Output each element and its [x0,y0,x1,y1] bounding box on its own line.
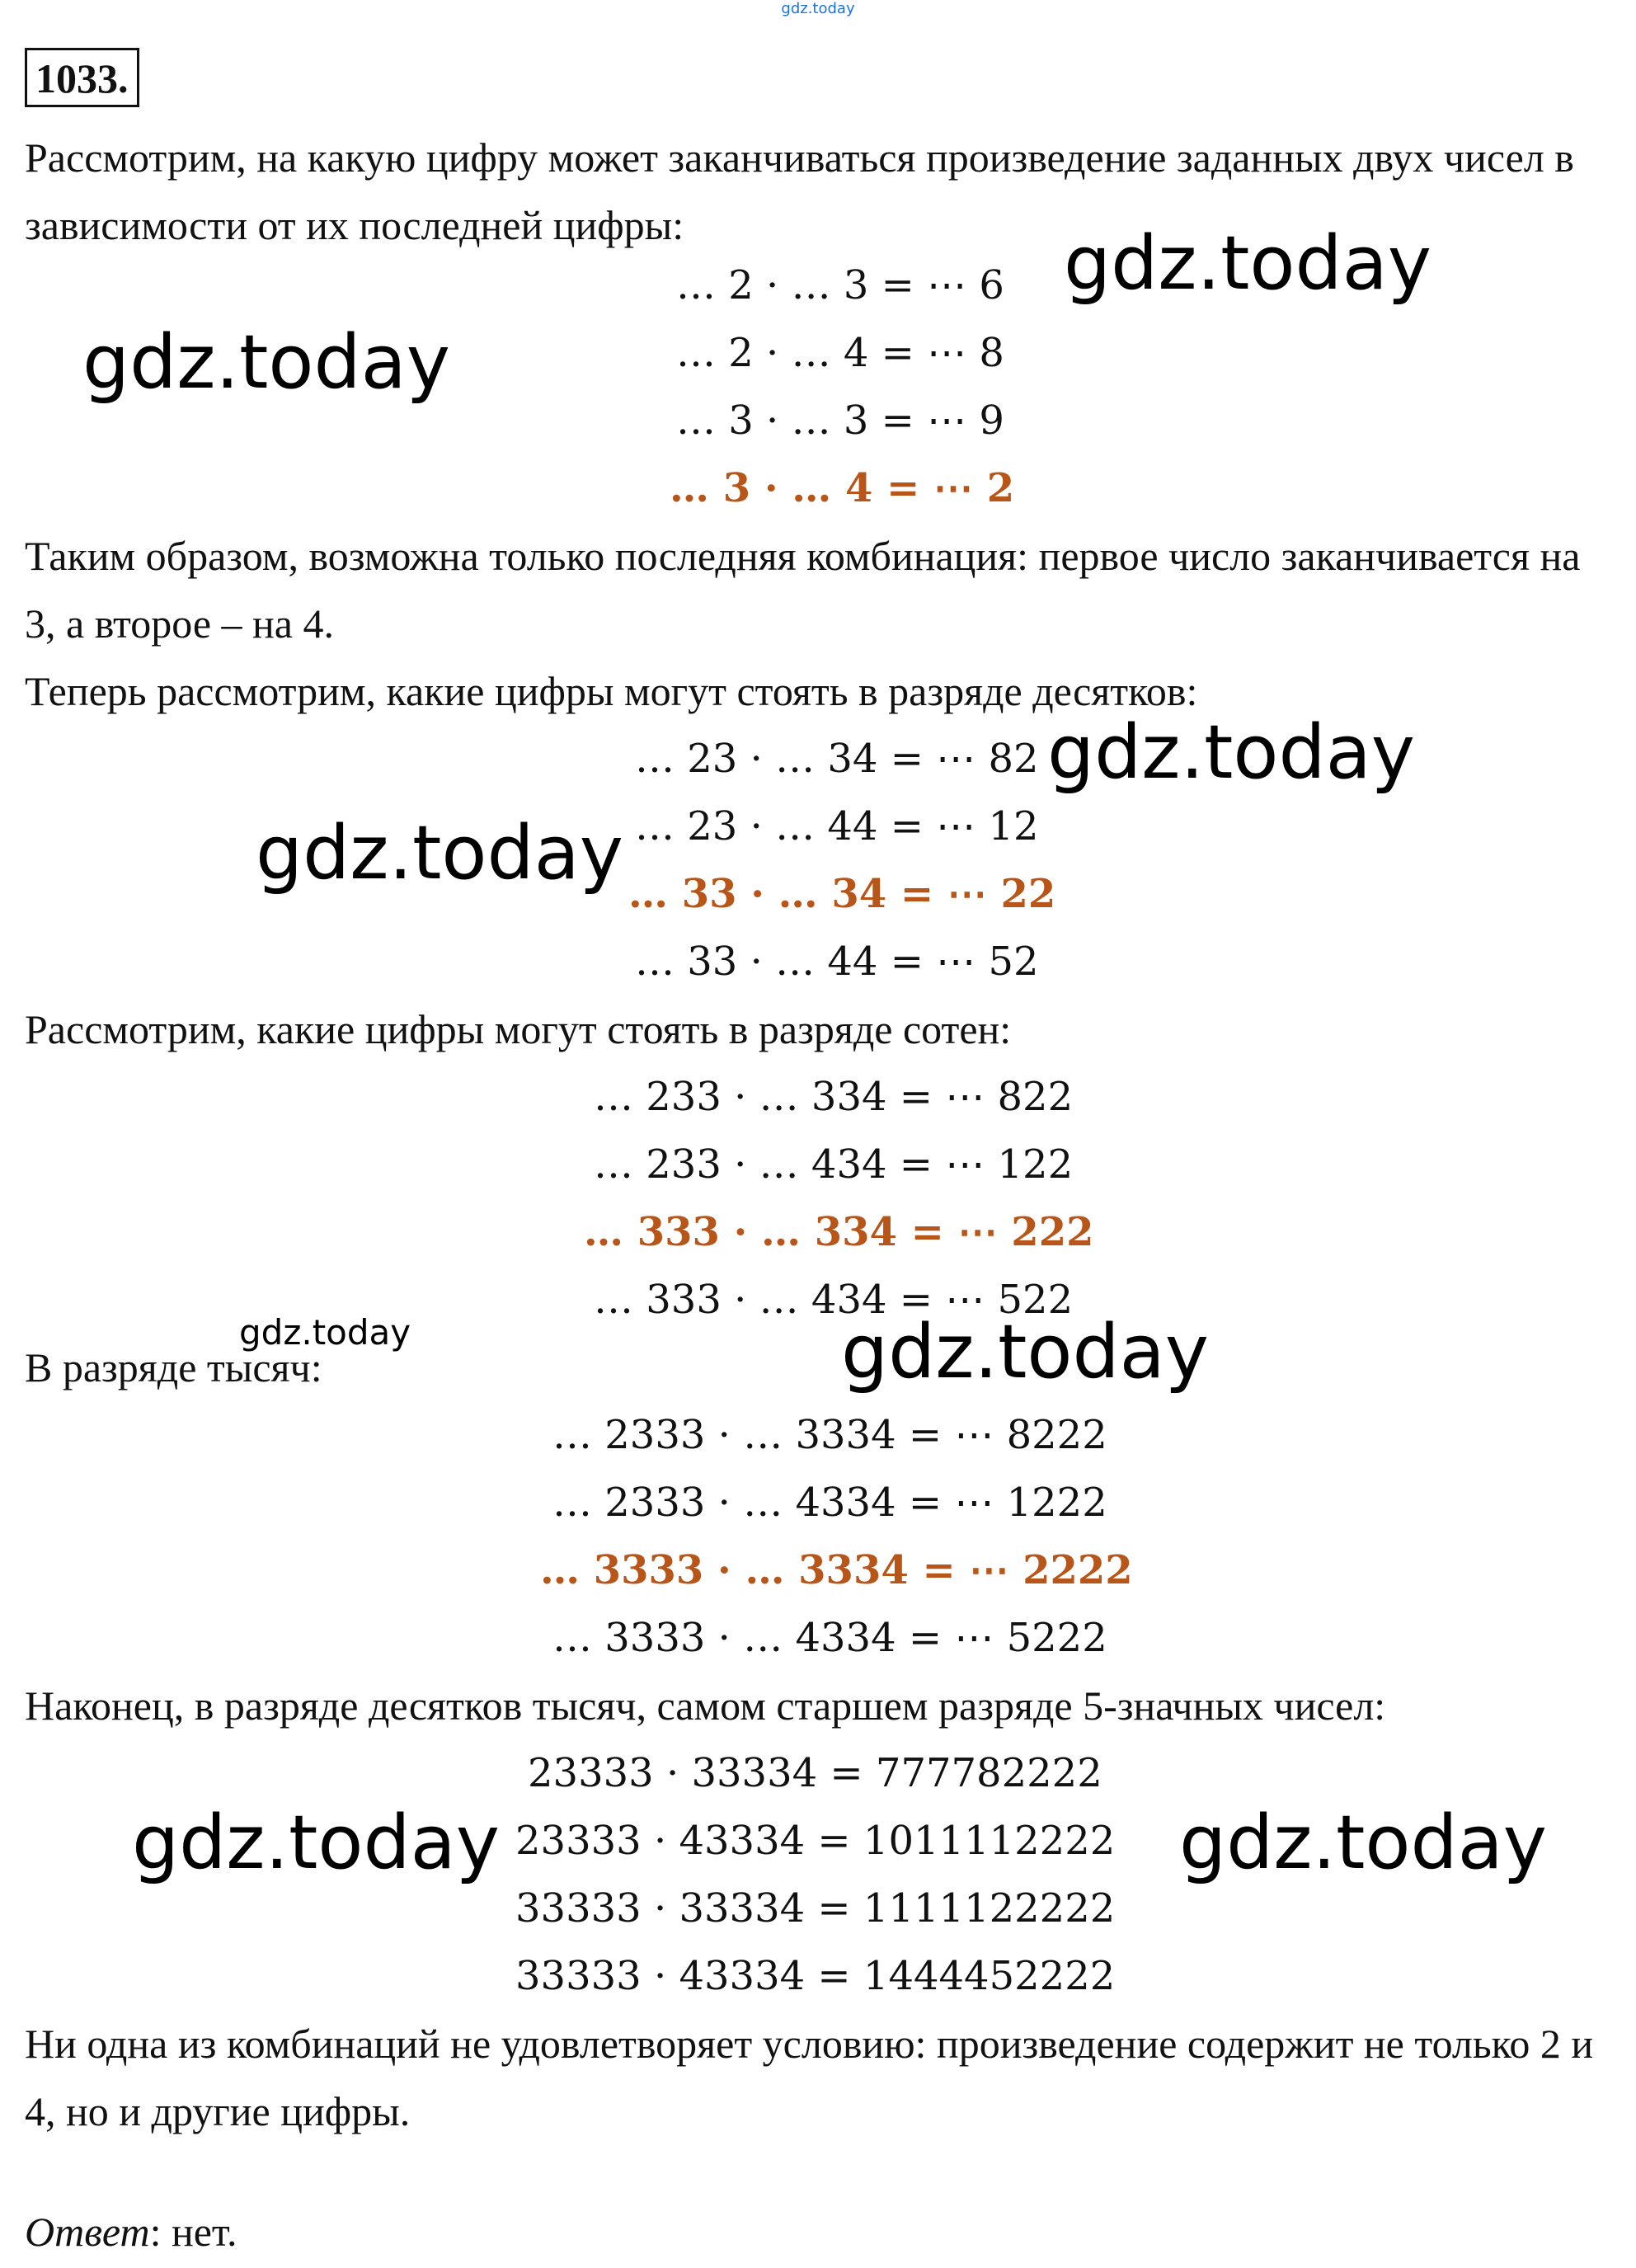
units-conclusion: Таким образом, возможна только последняя комбинация: первое число заканчивается на 3, а второе – на 4. [25,533,1581,647]
watermark-8: gdz.today [1179,1800,1548,1886]
top-watermark: gdz.today [781,0,855,17]
hundreds-eq-3-highlight: … 333 · … 334 = ⋯ 222 [584,1209,1094,1255]
thousands-eq-3-highlight: … 3333 · … 3334 = ⋯ 2222 [540,1547,1133,1593]
hundreds-intro: Рассмотрим, какие цифры могут стоять в разряде сотен: [25,1006,1012,1052]
units-eq-1: … 2 · … 3 = ⋯ 6 [676,262,1004,308]
watermark-7: gdz.today [132,1800,501,1886]
thousands-intro: В разряде тысяч: [25,1344,322,1390]
thousands-eq-2: … 2333 · … 4334 = ⋯ 1222 [552,1480,1107,1526]
thousands-eq-4: … 3333 · … 4334 = ⋯ 5222 [552,1615,1107,1661]
watermark-5-small: gdz.today [239,1312,411,1353]
tens-eq-3-highlight: … 33 · … 34 = ⋯ 22 [628,871,1056,917]
final-intro: Наконец, в разряде десятков тысяч, самом старшем разряде 5-значных чисел: [25,1682,1386,1729]
hundreds-eq-4: … 333 · … 434 = ⋯ 522 [594,1277,1074,1323]
tens-intro: Теперь рассмотрим, какие цифры могут стоять в разряде десятков: [25,668,1198,714]
units-eq-4-highlight: … 3 · … 4 = ⋯ 2 [670,465,1015,511]
final-eq-1: 23333 · 33334 = 777782222 [528,1750,1102,1796]
conclusion-text: Ни одна из комбинаций не удовлетворяет условию: произведение содержит не только 2 и 4, но и другие цифры. [25,2021,1594,2134]
units-eq-3: … 3 · … 3 = ⋯ 9 [676,398,1004,444]
final-eq-4: 33333 · 43334 = 1444452222 [515,1953,1116,1999]
final-eq-2: 23333 · 43334 = 1011112222 [515,1818,1116,1864]
problem-number: 1033. [25,48,139,107]
tens-eq-2: … 23 · … 44 = ⋯ 12 [635,803,1039,849]
tens-eq-1: … 23 · … 34 = ⋯ 82 [635,736,1039,782]
watermark-3: gdz.today [1047,709,1416,796]
watermark-4: gdz.today [256,810,624,896]
units-eq-2: … 2 · … 4 = ⋯ 8 [676,330,1004,376]
intro-text: Рассмотрим, на какую цифру может заканчиваться произведение заданных двух чисел в зависимости от их последней цифры: [25,134,1574,248]
watermark-1: gdz.today [1064,220,1432,307]
answer-label: Ответ [25,2209,150,2255]
answer-line [25,2198,1616,2266]
final-eq-3: 33333 · 33334 = 1111122222 [515,1885,1116,1932]
watermark-6: gdz.today [841,1309,1210,1395]
answer-value: : нет. [149,2209,237,2255]
watermark-2: gdz.today [82,319,451,406]
thousands-eq-1: … 2333 · … 3334 = ⋯ 8222 [552,1412,1107,1458]
hundreds-eq-1: … 233 · … 334 = ⋯ 822 [594,1074,1074,1120]
tens-eq-4: … 33 · … 44 = ⋯ 52 [635,939,1039,985]
hundreds-eq-2: … 233 · … 434 = ⋯ 122 [594,1141,1074,1188]
